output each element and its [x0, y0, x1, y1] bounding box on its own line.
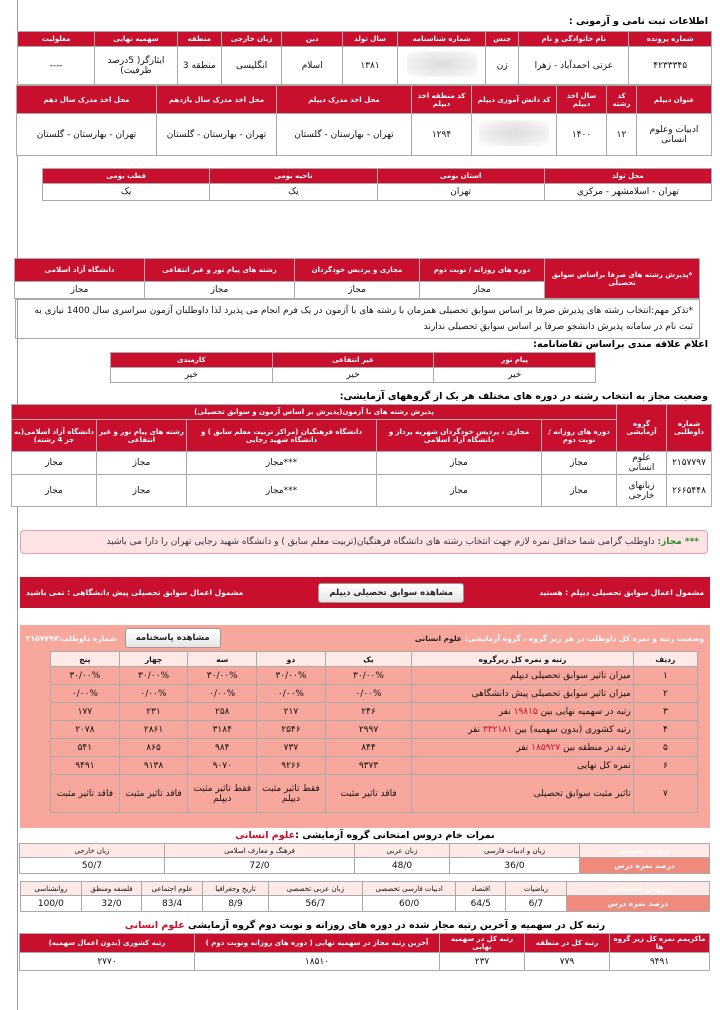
sub-2: ۹۲۶۶ [257, 757, 326, 775]
final-rank-section [20, 918, 710, 971]
sub-5: ۲۰۷۸ [51, 721, 120, 739]
notice-text: داوطلب گرامی شما حداقل نمره لازم جهت انتخاب رشته های دانشگاه فرهنگیان(تربیت معلم سابق ) و دانشگاه شهید رجایی تهران را دارا می باشید [106, 537, 658, 547]
col-quota-rank: رتبه کل در سهمیه نهایی [440, 934, 525, 953]
sub-2: فقط تاثیر مثبت دیپلم [257, 775, 326, 813]
admission-section [15, 258, 700, 339]
sub-2: ۲۵۴۶ [257, 721, 326, 739]
row-number: ۷ [633, 775, 697, 813]
col-gender: جنس [486, 32, 519, 47]
philosophy-score: 32/0 [81, 896, 142, 912]
col-student-code: کد دانش آموزی دیپلم [472, 86, 557, 114]
col-employee-interest: کارمندی [111, 353, 273, 368]
col-diploma-year: سال اخذ دیپلم [557, 86, 607, 114]
unit-4: نفر [468, 724, 481, 735]
raw-title-text: نمرات خام دروس امتحانی گروه آزمایشی : [295, 830, 495, 841]
status-header [11, 420, 711, 452]
language: انگلیسی [221, 47, 282, 85]
col-social: علوم اجتماعی [142, 882, 203, 896]
notice-stars: *** مجاز: [657, 537, 699, 547]
col-birth-place: محل تولد [544, 169, 711, 184]
registration-row-2 [17, 114, 712, 156]
sub-1: ۰/۰۰% [325, 685, 411, 703]
registration-header-2 [17, 86, 712, 114]
final-rank-table [19, 933, 710, 971]
col-foreign: زبان خارجی [20, 844, 165, 858]
col-native-pole: قطب بومی [43, 169, 210, 184]
col-name: نام خانوادگی و نام [519, 32, 629, 47]
file-number: ۴۲۳۳۳۴۵ [629, 47, 712, 85]
sub-2: ۲۱۷ [257, 703, 326, 721]
virtual-status: مجاز [295, 281, 420, 298]
social-score: 83/4 [142, 896, 203, 912]
col-subgroup: رتبه و نمره کل زیرگروه [412, 652, 634, 667]
row-number: ۵ [633, 739, 697, 757]
col-status-farhangian: دانشگاه فرهنگیان (مراکز تربیت معلم سابق ) و دانشگاه شهید رجایی [187, 420, 377, 452]
col-file-number: شماره پرونده [629, 32, 712, 47]
col-grade10-place: محل اخذ مدرک سال دهم [17, 86, 157, 114]
percent-label: درصد نمره درس [566, 896, 709, 912]
col-region-code: کد منطقه اخذ دیپلم [412, 86, 472, 114]
sub-5: ۵۴۱ [51, 739, 120, 757]
candidate-number: ۲۶۶۵۴۴۸ [667, 475, 712, 507]
test-group: زبانهای خارجی [617, 475, 667, 507]
rank-row [51, 775, 698, 813]
row-number: ۴ [633, 721, 697, 739]
col-virtual: مجازی و پردیس خودگردان [295, 259, 420, 282]
birth-place: تهران - اسلامشهر - مرکزی [544, 184, 711, 201]
status-header-top [11, 405, 711, 420]
math-score: 6/7 [506, 896, 567, 912]
sub-1: ۲۹۹۷ [325, 721, 411, 739]
sub-2: ۷۳۷ [257, 739, 326, 757]
disability: ---- [18, 47, 95, 85]
final-title-text: رتبه کل در سهمیه و آخرین رتبه مجاز شده در دوره های روزانه و نوبت دوم گروه آزمایشی [188, 920, 606, 931]
rank-section [20, 625, 710, 828]
interest-header [111, 353, 596, 368]
candidate-number: ۲۱۵۷۷۹۷ [667, 452, 712, 475]
row-label: میزان تاثیر سوابق تحصیلی دیپلم [412, 667, 634, 685]
view-answer-sheet-button[interactable]: مشاهده پاسخنامه [125, 628, 221, 648]
registration-header-1 [18, 32, 712, 47]
rank-table [50, 651, 698, 813]
general-scores-header [20, 844, 710, 858]
col-row: ردیف [633, 652, 697, 667]
row-label: تاثیر مثبت سوابق تحصیلی [412, 775, 634, 813]
percent-label: درصد نمره درس [580, 858, 710, 874]
col-nonprofit-interest: غیر انتفاعی [272, 353, 434, 368]
registration-header-3 [43, 169, 712, 184]
col-diploma-title: عنوان دیپلم [637, 86, 712, 114]
nonprofit-interest: خیر [272, 368, 434, 383]
full-name: عزتی احمدآباد - زهرا [519, 47, 629, 85]
sub-3: ۹۸۴ [188, 739, 257, 757]
quota: ایثارگر( 5درصد ظرفیت) [95, 47, 178, 85]
registration-table-3 [42, 168, 712, 201]
col-region: منطقه [177, 32, 221, 47]
status-row [11, 452, 711, 475]
diploma-title: ادبیات وعلوم انسانی [637, 114, 712, 156]
row-number: ۲ [633, 685, 697, 703]
arabic-spec-score: 56/7 [269, 896, 363, 912]
final-group: علوم انسانی [124, 920, 185, 931]
col-exam-based-admission: پذیرش رشته های با آزمون(پذیرش بر اساس آزمون و سوابق تحصیلی) [11, 405, 616, 420]
col-philosophy: فلسفه ومنطق [81, 882, 142, 896]
quota-total: ۱۹۸۱۵ [513, 706, 538, 717]
col-history-geo: تاریخ وجغرافیا [202, 882, 268, 896]
admission-header [15, 259, 700, 282]
sub-3: ۰/۰۰% [188, 685, 257, 703]
sub-5: ۹۴۹۱ [51, 757, 120, 775]
col-id-number: شماره شناسنامه [398, 32, 486, 47]
sub-4: ۳۰/۰۰% [119, 667, 188, 685]
persian-score: 36/0 [450, 858, 580, 874]
islamic-score: 72/0 [165, 858, 355, 874]
sub-1: ۳۰/۰۰% [325, 667, 411, 685]
answer-sheet-wrap [26, 628, 221, 648]
diploma-history-status: مشمول اعمال سوابق تحصیلی دیپلم : هستید [539, 588, 704, 597]
col-diploma-place: محل اخذ مدرک دیپلم [277, 86, 412, 114]
sub-3: ۹۰۷۰ [188, 757, 257, 775]
rank-row [51, 685, 698, 703]
status-azad: مجاز [11, 452, 96, 475]
col-psychology: روانشناسی [21, 882, 82, 896]
col-sub-3: سه [188, 652, 257, 667]
status-daytime: مجاز [542, 475, 617, 507]
sub-5: فاقد تاثیر مثبت [51, 775, 120, 813]
farhangian-notice [20, 530, 708, 554]
col-native-area: ناحیه بومی [210, 169, 377, 184]
col-region-rank: رتبه کل در منطقه [525, 934, 610, 953]
religion: اسلام [282, 47, 343, 85]
national-total: ۳۳۲۱۸۱ [482, 724, 512, 735]
row-label-text: رتبه کشوری (بدون سهمیه) بین [514, 724, 631, 735]
registration-row-3 [43, 184, 712, 201]
status-daytime: مجاز [542, 452, 617, 475]
sub-3: ۳۰/۰۰% [188, 667, 257, 685]
sub-3: فقط تاثیر مثبت دیپلم [188, 775, 257, 813]
status-payam-noor: مجاز [97, 475, 187, 507]
col-max-score: ماکزیمم نمره کل زیر گروه ها [610, 934, 710, 953]
view-diploma-history-button[interactable]: مشاهده سوابق تحصیلی دیپلم [318, 583, 464, 603]
col-arabic: زبان عربی [355, 844, 450, 858]
status-farhangian: ***مجاز [187, 452, 377, 475]
row-label [412, 739, 634, 757]
status-title: وضعیت مجاز به انتخاب رشته در دوره های مختلف هر یک از گروههای آزمایشی: [339, 391, 708, 402]
unit-3: نفر [498, 706, 511, 717]
sub-4: ۸۶۵ [119, 739, 188, 757]
sub-4: ۲۳۱ [119, 703, 188, 721]
registration-table-2 [16, 85, 712, 156]
col-islamic: فرهنگ و معارف اسلامی [165, 844, 355, 858]
row-label [412, 703, 634, 721]
col-status-payam-noor: رشته های پیام نور و غیر انتفاعی [97, 420, 187, 452]
native-pole: یک [43, 184, 210, 201]
col-economics: اقتصاد [456, 882, 506, 896]
economics-score: 64/5 [456, 896, 506, 912]
col-payam-noor: رشته های پیام نور و غیر انتفاعی [145, 259, 295, 282]
payam-noor-interest: خیر [434, 368, 596, 383]
row-number: ۱ [633, 667, 697, 685]
id-number-blurred [398, 47, 486, 85]
last-allowed-rank: ۱۸۵۱۰ [195, 953, 440, 971]
rank-header-bar [20, 625, 710, 651]
interest-section [12, 337, 712, 383]
sub-5: ۳۰/۰۰% [51, 667, 120, 685]
admission-note: *تذکر مهم:انتخاب رشته های پذیرش صرفا بر اساس سوابق تحصیلی همزمان با رشته های با آزمون در یک فرم انجام می پذیرد لذا داوطلبان آزمون سراسری سال 1400 نیازی به ثبت نام در سامانه پذیرش دانشجو صرفا بر اساس سوابق تحصیلی ندارند [15, 299, 700, 339]
col-status-daytime: دوره های روزانه / نوبت دوم [542, 420, 617, 452]
rank-table-header [51, 652, 698, 667]
col-payam-noor-interest: پیام نور [434, 353, 596, 368]
col-national-rank: رتبه کشوری (بدون اعمال سهمیه) [20, 934, 195, 953]
rank-row [51, 739, 698, 757]
final-rank-title [24, 920, 706, 931]
row-label: نمره کل نهایی [412, 757, 634, 775]
row-number: ۳ [633, 703, 697, 721]
max-score: ۹۴۹۱ [610, 953, 710, 971]
sub-4: ۲۸۶۱ [119, 721, 188, 739]
col-disability: معلولیت [18, 32, 95, 47]
final-rank-row [20, 953, 710, 971]
sub-1: ۸۴۴ [325, 739, 411, 757]
col-sub-1: یک [325, 652, 411, 667]
col-sub-2: دو [257, 652, 326, 667]
general-scores-row [20, 858, 710, 874]
col-persian: زبان و ادبیات فارسی [450, 844, 580, 858]
sub-1: ۲۴۶ [325, 703, 411, 721]
interest-table [110, 352, 596, 383]
sub-2: ۳۰/۰۰% [257, 667, 326, 685]
status-row [11, 475, 711, 507]
rank-row [51, 703, 698, 721]
col-arabic-spec: زبان عربی تخصصی [269, 882, 363, 896]
final-rank-header [20, 934, 710, 953]
col-quota: سهمیه نهایی [95, 32, 178, 47]
row-label: میزان تاثیر سوابق تحصیلی پیش دانشگاهی [412, 685, 634, 703]
row-number: ۶ [633, 757, 697, 775]
field-code: ۱۲ [607, 114, 637, 156]
specialized-courses-label: دروس اختصاصی [566, 882, 709, 896]
grade10-place: تهران - بهارستان - گلستان [17, 114, 157, 156]
col-admission-history: *پذیرش رشته های صرفا براساس سوابق تحصیلی [545, 259, 700, 299]
quota-rank: ۲۳۷ [440, 953, 525, 971]
status-virtual: مجاز [377, 475, 542, 507]
psychology-score: 100/0 [21, 896, 82, 912]
col-math: ریاضیات [506, 882, 567, 896]
row-label [412, 721, 634, 739]
status-azad: مجاز [11, 475, 96, 507]
col-birth-year: سال تولد [342, 32, 397, 47]
history-bar [20, 577, 710, 608]
diploma-year: ۱۴۰۰ [557, 114, 607, 156]
status-payam-noor: مجاز [97, 452, 187, 475]
native-area: یک [210, 184, 377, 201]
arabic-score: 48/0 [355, 858, 450, 874]
rank-title-text: وضعیت رتبه و نمره کل داوطلب در هر زیر گروه ، گروه آزمایشی: [464, 633, 704, 643]
rank-row [51, 721, 698, 739]
sub-1: ۹۳۷۳ [325, 757, 411, 775]
raw-scores-title [24, 830, 706, 841]
col-candidate-number: شماره داوطلبی [667, 405, 712, 452]
col-test-group: گروه آزمایشی [617, 405, 667, 452]
registration-row-1 [18, 47, 712, 85]
region: منطقه 3 [177, 47, 221, 85]
col-daytime: دوره های روزانه / نوبت دوم [420, 259, 545, 282]
col-grade11-place: محل اخذ مدرک سال یازدهم [157, 86, 277, 114]
persian-lit-score: 60/0 [362, 896, 456, 912]
rank-row [51, 667, 698, 685]
col-language: زبان خارجی [221, 32, 282, 47]
sub-2: ۰/۰۰% [257, 685, 326, 703]
sub-4: فاقد تاثیر مثبت [119, 775, 188, 813]
specialized-scores-table [20, 881, 710, 912]
col-religion: دین [282, 32, 343, 47]
col-status-azad: دانشگاه آزاد اسلامی(به جز 4 رشته) [11, 420, 96, 452]
col-persian-lit: ادبیات فارسی تخصصی [362, 882, 456, 896]
registration-title: اطلاعات ثبت نامی و آزمونی : [568, 16, 708, 27]
raw-group: علوم انسانی [235, 830, 296, 841]
col-azad: دانشگاه آزاد اسلامی [15, 259, 145, 282]
history-geo-score: 8/9 [202, 896, 268, 912]
sub-4: ۰/۰۰% [119, 685, 188, 703]
interest-row [111, 368, 596, 383]
rank-row [51, 757, 698, 775]
col-native-province: استان بومی [377, 169, 544, 184]
specialized-scores-header [21, 882, 710, 896]
region-rank: ۷۷۹ [525, 953, 610, 971]
registration-section [17, 14, 712, 201]
col-sub-5: پنج [51, 652, 120, 667]
status-virtual: مجاز [377, 452, 542, 475]
sub-4: ۹۱۳۸ [119, 757, 188, 775]
sub-5: ۱۷۷ [51, 703, 120, 721]
national-rank: ۲۷۷۰ [20, 953, 195, 971]
raw-scores-section [20, 828, 710, 912]
row-label-text: رتبه در منطقه بین [563, 742, 631, 753]
col-last-allowed-rank: آخرین رتبه مجاز در سهمیه نهایی ( دوره های روزانه ونوبت دوم ) [195, 934, 440, 953]
rank-group: علوم انسانی [414, 633, 463, 643]
general-scores-table [19, 843, 710, 874]
grade11-place: تهران - بهارستان - گلستان [157, 114, 277, 156]
payam-noor-status: مجاز [145, 281, 295, 298]
col-field-code: کد رشته [607, 86, 637, 114]
azad-status: مجاز [15, 281, 145, 298]
specialized-scores-row [21, 896, 710, 912]
registration-table-1 [17, 31, 712, 85]
admission-table [14, 258, 700, 299]
region-total: ۱۸۵۹۲۷ [531, 742, 561, 753]
candidate-number-label: شماره داوطلب:۲۱۵۷۷۹۷ [26, 633, 117, 643]
daytime-status: مجاز [420, 281, 545, 298]
diploma-place: تهران - بهارستان - گلستان [277, 114, 412, 156]
sub-1: فاقد تاثیر مثبت [325, 775, 411, 813]
status-farhangian: ***مجاز [187, 475, 377, 507]
region-code: ۱۲۹۴ [412, 114, 472, 156]
birth-year: ۱۳۸۱ [342, 47, 397, 85]
preuniversity-history-status: مشمول اعمال سوابق تحصیلی پیش دانشگاهی : نمی باشید [26, 588, 244, 597]
col-sub-4: چهار [119, 652, 188, 667]
student-code-blurred [472, 114, 557, 156]
sub-5: ۰/۰۰% [51, 685, 120, 703]
interest-title: اعلام علاقه مندی براساس تقاضانامه: [533, 339, 708, 350]
status-table [11, 404, 712, 507]
test-group: علوم انسانی [617, 452, 667, 475]
foreign-score: 50/7 [20, 858, 165, 874]
sub-3: ۳۱۸۴ [188, 721, 257, 739]
native-province: تهران [377, 184, 544, 201]
general-courses-label: دروس عمومی [580, 844, 710, 858]
status-section [12, 389, 712, 507]
unit-5: نفر [516, 742, 529, 753]
col-status-virtual: مجازی ، پردیس خودگردان شهریه پرداز و دانشگاه آزاد اسلامی [377, 420, 542, 452]
rank-title [415, 634, 704, 643]
employee-interest: خیر [111, 368, 273, 383]
row-label-text: رتبه در سهمیه نهایی بین [540, 706, 631, 717]
gender: زن [486, 47, 519, 85]
sub-3: ۲۵۸ [188, 703, 257, 721]
